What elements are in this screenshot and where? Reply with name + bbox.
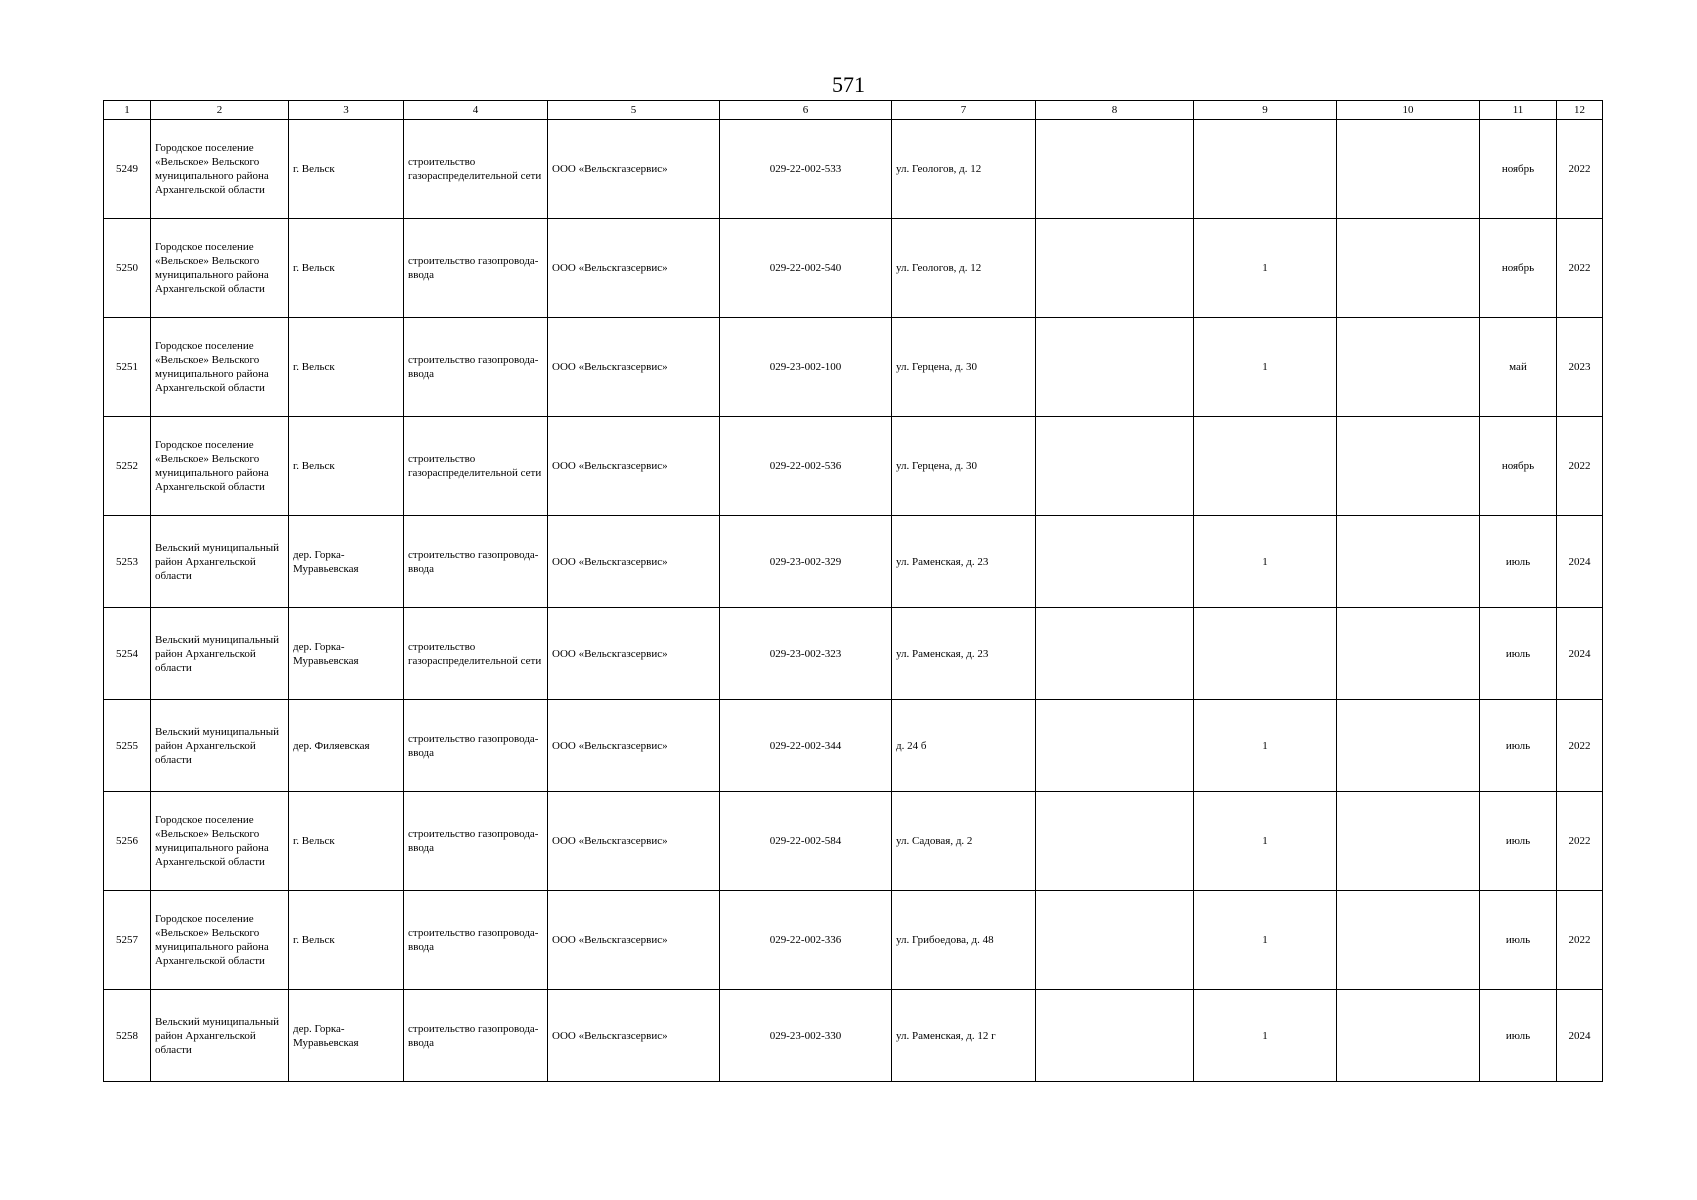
organization-cell: ООО «Вельскгазсервис» — [548, 990, 720, 1082]
column-8-cell — [1036, 990, 1194, 1082]
column-header: 11 — [1480, 101, 1557, 120]
code-cell: 029-22-002-540 — [720, 219, 892, 318]
year-cell: 2022 — [1557, 417, 1603, 516]
organization-cell: ООО «Вельскгазсервис» — [548, 120, 720, 219]
column-10-cell — [1337, 516, 1480, 608]
address-cell: ул. Герцена, д. 30 — [892, 318, 1036, 417]
month-cell: ноябрь — [1480, 417, 1557, 516]
column-header: 5 — [548, 101, 720, 120]
locality-cell: дер. Филяевская — [289, 700, 404, 792]
locality-cell: г. Вельск — [289, 792, 404, 891]
table-body — [104, 120, 1603, 1082]
settlement-cell: Вельский муниципальный район Архангельской области — [151, 700, 289, 792]
work-type-cell: строительство газопровода-ввода — [404, 700, 548, 792]
work-type-cell: строительство газораспределительной сети — [404, 608, 548, 700]
locality-cell: дер. Горка-Муравьевская — [289, 608, 404, 700]
locality-cell: дер. Горка-Муравьевская — [289, 990, 404, 1082]
table-row — [104, 417, 1603, 516]
column-header: 7 — [892, 101, 1036, 120]
work-type-cell: строительство газопровода-ввода — [404, 318, 548, 417]
row-number: 5257 — [104, 891, 151, 990]
code-cell: 029-22-002-533 — [720, 120, 892, 219]
column-header: 1 — [104, 101, 151, 120]
row-number: 5256 — [104, 792, 151, 891]
column-10-cell — [1337, 990, 1480, 1082]
organization-cell: ООО «Вельскгазсервис» — [548, 219, 720, 318]
settlement-cell: Городское поселение «Вельское» Вельского муниципального района Архангельской области — [151, 417, 289, 516]
column-header: 12 — [1557, 101, 1603, 120]
year-cell: 2024 — [1557, 990, 1603, 1082]
work-type-cell: строительство газопровода-ввода — [404, 792, 548, 891]
organization-cell: ООО «Вельскгазсервис» — [548, 891, 720, 990]
column-header: 4 — [404, 101, 548, 120]
column-8-cell — [1036, 417, 1194, 516]
column-header: 9 — [1194, 101, 1337, 120]
column-9-cell: 1 — [1194, 990, 1337, 1082]
row-number: 5249 — [104, 120, 151, 219]
code-cell: 029-22-002-536 — [720, 417, 892, 516]
table-row — [104, 318, 1603, 417]
column-9-cell: 1 — [1194, 700, 1337, 792]
locality-cell: г. Вельск — [289, 120, 404, 219]
column-9-cell — [1194, 120, 1337, 219]
month-cell: июль — [1480, 891, 1557, 990]
column-header: 10 — [1337, 101, 1480, 120]
year-cell: 2022 — [1557, 120, 1603, 219]
table-row — [104, 792, 1603, 891]
locality-cell: г. Вельск — [289, 219, 404, 318]
work-type-cell: строительство газораспределительной сети — [404, 417, 548, 516]
settlement-cell: Городское поселение «Вельское» Вельского муниципального района Архангельской области — [151, 318, 289, 417]
row-number: 5255 — [104, 700, 151, 792]
year-cell: 2022 — [1557, 700, 1603, 792]
code-cell: 029-22-002-584 — [720, 792, 892, 891]
year-cell: 2024 — [1557, 608, 1603, 700]
locality-cell: г. Вельск — [289, 891, 404, 990]
column-9-cell: 1 — [1194, 219, 1337, 318]
column-8-cell — [1036, 700, 1194, 792]
column-header: 8 — [1036, 101, 1194, 120]
address-cell: ул. Раменская, д. 23 — [892, 608, 1036, 700]
month-cell: июль — [1480, 700, 1557, 792]
address-cell: ул. Геологов, д. 12 — [892, 219, 1036, 318]
address-cell: ул. Герцена, д. 30 — [892, 417, 1036, 516]
table-row — [104, 891, 1603, 990]
month-cell: июль — [1480, 990, 1557, 1082]
organization-cell: ООО «Вельскгазсервис» — [548, 417, 720, 516]
code-cell: 029-23-002-329 — [720, 516, 892, 608]
column-8-cell — [1036, 891, 1194, 990]
settlement-cell: Вельский муниципальный район Архангельской области — [151, 990, 289, 1082]
column-9-cell: 1 — [1194, 891, 1337, 990]
column-10-cell — [1337, 219, 1480, 318]
column-9-cell: 1 — [1194, 516, 1337, 608]
column-8-cell — [1036, 219, 1194, 318]
locality-cell: дер. Горка-Муравьевская — [289, 516, 404, 608]
month-cell: июль — [1480, 608, 1557, 700]
settlement-cell: Городское поселение «Вельское» Вельского муниципального района Архангельской области — [151, 120, 289, 219]
address-cell: ул. Геологов, д. 12 — [892, 120, 1036, 219]
column-8-cell — [1036, 120, 1194, 219]
table-row — [104, 990, 1603, 1082]
code-cell: 029-22-002-336 — [720, 891, 892, 990]
month-cell: ноябрь — [1480, 120, 1557, 219]
table-row — [104, 608, 1603, 700]
column-8-cell — [1036, 318, 1194, 417]
table-row — [104, 120, 1603, 219]
column-9-cell — [1194, 417, 1337, 516]
year-cell: 2022 — [1557, 891, 1603, 990]
row-number: 5253 — [104, 516, 151, 608]
year-cell: 2023 — [1557, 318, 1603, 417]
column-number-row — [104, 101, 1603, 120]
month-cell: май — [1480, 318, 1557, 417]
month-cell: июль — [1480, 792, 1557, 891]
code-cell: 029-23-002-330 — [720, 990, 892, 1082]
work-type-cell: строительство газопровода-ввода — [404, 516, 548, 608]
work-type-cell: строительство газопровода-ввода — [404, 891, 548, 990]
locality-cell: г. Вельск — [289, 417, 404, 516]
address-cell: ул. Садовая, д. 2 — [892, 792, 1036, 891]
column-10-cell — [1337, 608, 1480, 700]
settlement-cell: Городское поселение «Вельское» Вельского муниципального района Архангельской области — [151, 219, 289, 318]
year-cell: 2022 — [1557, 792, 1603, 891]
organization-cell: ООО «Вельскгазсервис» — [548, 608, 720, 700]
column-9-cell — [1194, 608, 1337, 700]
row-number: 5258 — [104, 990, 151, 1082]
column-header: 3 — [289, 101, 404, 120]
work-type-cell: строительство газопровода-ввода — [404, 219, 548, 318]
row-number: 5251 — [104, 318, 151, 417]
organization-cell: ООО «Вельскгазсервис» — [548, 516, 720, 608]
row-number: 5252 — [104, 417, 151, 516]
row-number: 5254 — [104, 608, 151, 700]
settlement-cell: Городское поселение «Вельское» Вельского муниципального района Архангельской области — [151, 891, 289, 990]
column-10-cell — [1337, 700, 1480, 792]
registry-table — [103, 100, 1603, 1082]
month-cell: ноябрь — [1480, 219, 1557, 318]
address-cell: д. 24 б — [892, 700, 1036, 792]
column-8-cell — [1036, 608, 1194, 700]
settlement-cell: Вельский муниципальный район Архангельской области — [151, 608, 289, 700]
organization-cell: ООО «Вельскгазсервис» — [548, 318, 720, 417]
column-8-cell — [1036, 516, 1194, 608]
table-row — [104, 516, 1603, 608]
month-cell: июль — [1480, 516, 1557, 608]
address-cell: ул. Грибоедова, д. 48 — [892, 891, 1036, 990]
locality-cell: г. Вельск — [289, 318, 404, 417]
column-header: 6 — [720, 101, 892, 120]
table-row — [104, 219, 1603, 318]
code-cell: 029-23-002-323 — [720, 608, 892, 700]
column-9-cell: 1 — [1194, 792, 1337, 891]
organization-cell: ООО «Вельскгазсервис» — [548, 700, 720, 792]
column-8-cell — [1036, 792, 1194, 891]
address-cell: ул. Раменская, д. 23 — [892, 516, 1036, 608]
table-row — [104, 700, 1603, 792]
settlement-cell: Вельский муниципальный район Архангельской области — [151, 516, 289, 608]
page-number: 571 — [832, 72, 865, 97]
settlement-cell: Городское поселение «Вельское» Вельского муниципального района Архангельской области — [151, 792, 289, 891]
column-10-cell — [1337, 318, 1480, 417]
column-10-cell — [1337, 792, 1480, 891]
address-cell: ул. Раменская, д. 12 г — [892, 990, 1036, 1082]
year-cell: 2024 — [1557, 516, 1603, 608]
column-10-cell — [1337, 417, 1480, 516]
work-type-cell: строительство газопровода-ввода — [404, 990, 548, 1082]
code-cell: 029-23-002-100 — [720, 318, 892, 417]
work-type-cell: строительство газораспределительной сети — [404, 120, 548, 219]
year-cell: 2022 — [1557, 219, 1603, 318]
column-9-cell: 1 — [1194, 318, 1337, 417]
table-header — [104, 101, 1603, 120]
column-header: 2 — [151, 101, 289, 120]
code-cell: 029-22-002-344 — [720, 700, 892, 792]
organization-cell: ООО «Вельскгазсервис» — [548, 792, 720, 891]
column-10-cell — [1337, 891, 1480, 990]
row-number: 5250 — [104, 219, 151, 318]
column-10-cell — [1337, 120, 1480, 219]
